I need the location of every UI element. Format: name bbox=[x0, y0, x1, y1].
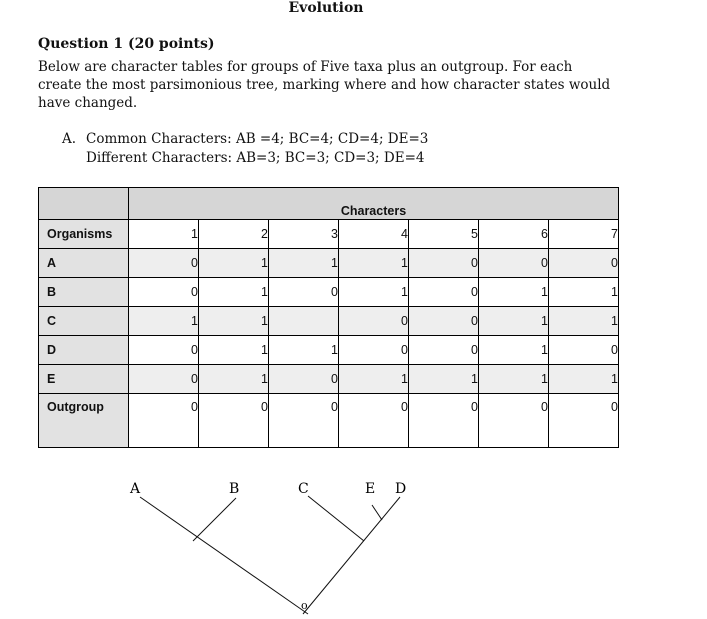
table-cell: 0 bbox=[199, 394, 269, 448]
column-header: 7 bbox=[549, 220, 619, 249]
table-cell: 0 bbox=[479, 249, 549, 278]
table-cell: 0 bbox=[129, 249, 199, 278]
characters-title: Characters bbox=[129, 188, 619, 220]
organism-name: E bbox=[39, 365, 129, 394]
table-row bbox=[39, 249, 619, 278]
table-cell: 1 bbox=[269, 336, 339, 365]
table-title-row bbox=[39, 188, 619, 220]
table-cell bbox=[269, 307, 339, 336]
table-cell: 1 bbox=[339, 249, 409, 278]
table-cell: 0 bbox=[339, 307, 409, 336]
organism-name: B bbox=[39, 278, 129, 307]
table-cell: 0 bbox=[549, 394, 619, 448]
question-intro: Below are character tables for groups of Five taxa plus an outgroup. For each create the most parsimonious tree, marking where and how character states would have changed. bbox=[38, 59, 611, 111]
table-cell: 0 bbox=[409, 307, 479, 336]
organism-name: C bbox=[39, 307, 129, 336]
table-cell: 0 bbox=[269, 394, 339, 448]
table-row bbox=[39, 307, 619, 336]
different-characters-text: Different Characters: AB=3; BC=3; CD=3; DE=4 bbox=[86, 150, 425, 166]
table-cell: 1 bbox=[199, 278, 269, 307]
phylogenetic-tree bbox=[0, 470, 707, 619]
table-cell: 0 bbox=[129, 278, 199, 307]
column-header: 2 bbox=[199, 220, 269, 249]
table-cell: 0 bbox=[339, 394, 409, 448]
part-a-label: A. bbox=[62, 131, 77, 147]
table-cell: 1 bbox=[479, 365, 549, 394]
page-title: Evolution bbox=[288, 0, 364, 16]
table-cell: 0 bbox=[409, 278, 479, 307]
tree-branch-b bbox=[193, 498, 236, 541]
table-cell: 1 bbox=[269, 249, 339, 278]
table-cell: 1 bbox=[549, 307, 619, 336]
tree-branch-c bbox=[308, 496, 364, 541]
table-cell: 1 bbox=[479, 278, 549, 307]
table-cell: 0 bbox=[409, 249, 479, 278]
table-row bbox=[39, 278, 619, 307]
table-corner-cell bbox=[39, 188, 129, 220]
table-cell: 1 bbox=[339, 365, 409, 394]
column-header: 1 bbox=[129, 220, 199, 249]
question-heading: Question 1 (20 points) bbox=[38, 36, 215, 52]
tree-tip-a: A bbox=[130, 481, 141, 497]
organisms-header: Organisms bbox=[39, 220, 129, 249]
table-cell: 0 bbox=[339, 336, 409, 365]
table-cell: 0 bbox=[129, 394, 199, 448]
organism-name: Outgroup bbox=[39, 394, 129, 448]
column-header: 5 bbox=[409, 220, 479, 249]
column-header: 3 bbox=[269, 220, 339, 249]
table-row bbox=[39, 394, 619, 448]
tree-branch-e bbox=[372, 505, 382, 520]
table-cell: 1 bbox=[479, 336, 549, 365]
table-cell: 0 bbox=[129, 365, 199, 394]
table-cell: 0 bbox=[129, 336, 199, 365]
table-cell: 0 bbox=[269, 365, 339, 394]
table-cell: 1 bbox=[409, 365, 479, 394]
table-cell: 0 bbox=[549, 336, 619, 365]
common-characters-text: Common Characters: AB =4; BC=4; CD=4; DE=3 bbox=[86, 131, 429, 147]
organism-name: A bbox=[39, 249, 129, 278]
table-cell: 1 bbox=[199, 249, 269, 278]
tree-tip-c: C bbox=[298, 481, 309, 497]
tree-branch-d bbox=[303, 497, 400, 614]
table-cell: 1 bbox=[549, 365, 619, 394]
column-header-row bbox=[39, 220, 619, 249]
tree-branch-a bbox=[140, 497, 308, 614]
character-table bbox=[38, 187, 619, 448]
organism-name: D bbox=[39, 336, 129, 365]
table-row bbox=[39, 336, 619, 365]
table-cell: 0 bbox=[269, 278, 339, 307]
table-cell: 1 bbox=[199, 336, 269, 365]
tree-tip-d: D bbox=[395, 481, 407, 497]
table-cell: 0 bbox=[479, 394, 549, 448]
tree-root-mark: o bbox=[301, 599, 308, 612]
tree-tip-b: B bbox=[229, 481, 240, 497]
table-cell: 0 bbox=[409, 394, 479, 448]
table-cell: 1 bbox=[549, 278, 619, 307]
column-header: 4 bbox=[339, 220, 409, 249]
tree-tip-e: E bbox=[365, 481, 376, 497]
table-cell: 0 bbox=[549, 249, 619, 278]
table-cell: 1 bbox=[129, 307, 199, 336]
table-cell: 1 bbox=[199, 365, 269, 394]
table-cell: 1 bbox=[199, 307, 269, 336]
table-cell: 0 bbox=[409, 336, 479, 365]
column-header: 6 bbox=[479, 220, 549, 249]
table-cell: 1 bbox=[479, 307, 549, 336]
table-row bbox=[39, 365, 619, 394]
table-cell: 1 bbox=[339, 278, 409, 307]
